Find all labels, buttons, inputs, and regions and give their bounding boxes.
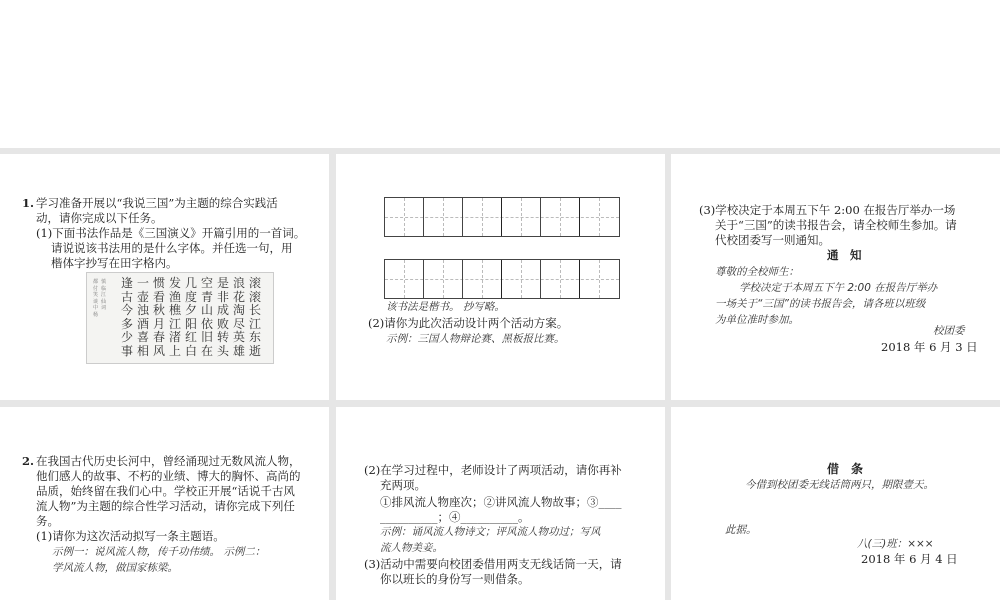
slide-panel-1[interactable]	[0, 154, 329, 400]
calligraphy-artwork	[86, 272, 274, 364]
iou-body: 今借到校团委无线话筒两只，期限壹天。	[745, 479, 934, 491]
question-text-line: (1)下面书法作品是《三国演义》开篇引用的一首词。	[36, 226, 306, 240]
question-text-line: 充两项。	[380, 478, 426, 492]
question-text-line: 你以班长的身份写一则借条。	[380, 572, 530, 586]
question-text-line: (3)活动中需要向校团委借用两支无线话筒一天，请	[364, 557, 622, 571]
question-text-line: 学习准备开展以“我说三国”为主题的综合实践活	[36, 196, 278, 210]
slide-panel-2[interactable]	[336, 154, 665, 400]
question-text-line: 务。	[36, 514, 59, 528]
slide-panel-3[interactable]	[671, 154, 1000, 400]
question-text-line: __________；④__________。	[380, 510, 530, 524]
handwritten-answer: 学风流人物，做国家栋梁。	[52, 562, 178, 574]
notice-body-line: 学校决定于本周五下午 2:00 在报告厅举办	[739, 282, 938, 294]
handwritten-answer: 示例一：说风流人物，传千功伟绩。 示例二：	[52, 546, 266, 558]
iou-closing: 此据。	[725, 524, 757, 536]
calligraphy-column: 几度夕阳红白	[184, 276, 197, 358]
calligraphy-column: 是非成败转头	[216, 276, 229, 358]
calligraphy-column: 逢古今多少事	[120, 276, 133, 358]
calligraphy-column: 滚滚长江东逝	[248, 276, 261, 358]
iou-title: 借 条	[827, 462, 864, 476]
calligraphy-inscription: 慎临江仙词	[101, 279, 107, 311]
handwritten-answer: 流人物美妾。	[380, 542, 443, 554]
question-text-line: (2)请你为此次活动设计两个活动方案。	[368, 316, 569, 330]
calligraphy-column: 发渔樵江渚上	[168, 276, 181, 358]
handwritten-answer: 示例：三国人物辩论赛、黑板报比赛。	[386, 333, 565, 345]
question-text-line: (2)在学习过程中，老师设计了两项活动，请你再补	[364, 463, 622, 477]
handwritten-answer: 该书法是楷书。 抄写略。	[386, 301, 505, 313]
calligraphy-column: 空青山依旧在	[200, 276, 213, 358]
question-text-line: 代校团委写一则通知。	[715, 233, 830, 247]
notice-greeting: 尊敬的全校师生：	[715, 266, 799, 278]
question-text-line: 在我国古代历史长河中，曾经涌现过无数风流人物，	[36, 454, 301, 468]
top-blank-area	[0, 0, 1000, 148]
slide-panel-5[interactable]	[336, 407, 665, 600]
iou-date: 2018 年 6 月 4 日	[861, 552, 958, 566]
calligraphy-column: 浪花淘尽英雄	[232, 276, 245, 358]
question-text-line: ①排风流人物座次；②讲风流人物故事；③____	[380, 495, 622, 509]
slide-panel-4[interactable]	[0, 407, 329, 600]
question-text-line: 动，请你完成以下任务。	[36, 211, 163, 225]
notice-title: 通 知	[827, 248, 862, 262]
question-text-line: 流人物”为主题的综合性学习活动，请你完成下列任	[36, 499, 295, 513]
tianzige-grid-row-1[interactable]	[384, 197, 620, 237]
calligraphy-column: 一壶浊酒喜相	[136, 276, 149, 358]
question-number: 2.	[22, 454, 35, 468]
question-text-line: 楷体字抄写在田字格内。	[51, 256, 178, 270]
notice-body-line: 一场关于“三国”的读书报告会，请各班以班级	[715, 298, 926, 310]
calligraphy-column: 惯看秋月春风	[152, 276, 165, 358]
calligraphy-inscription: 都付笑谈中杨	[93, 279, 99, 318]
question-text-line: 品质，始终留在我们心中。学校正开展“话说千古风	[36, 484, 295, 498]
notice-body-line: 为单位准时参加。	[715, 314, 799, 326]
tianzige-grid-row-2[interactable]	[384, 259, 620, 299]
question-text-line: 关于“三国”的读书报告会，请全校师生参加。请	[715, 218, 957, 232]
slide-panel-6[interactable]	[671, 407, 1000, 600]
question-text-line: 他们感人的故事、不朽的业绩、博大的胸怀、高尚的	[36, 469, 301, 483]
notice-date: 2018 年 6 月 3 日	[881, 340, 978, 354]
handwritten-answer: 示例：诵风流人物诗文；评风流人物功过；写风	[380, 526, 601, 538]
question-text-line: (1)请你为这次活动拟写一条主题语。	[36, 529, 225, 543]
question-text-line: (3)学校决定于本周五下午 2:00 在报告厅举办一场	[699, 203, 956, 217]
question-number: 1.	[22, 196, 35, 210]
notice-signature: 校团委	[933, 325, 965, 337]
question-text-line: 请说说该书法用的是什么字体。并任选一句，用	[51, 241, 293, 255]
iou-signature: 八(三)班：×××	[857, 538, 934, 550]
